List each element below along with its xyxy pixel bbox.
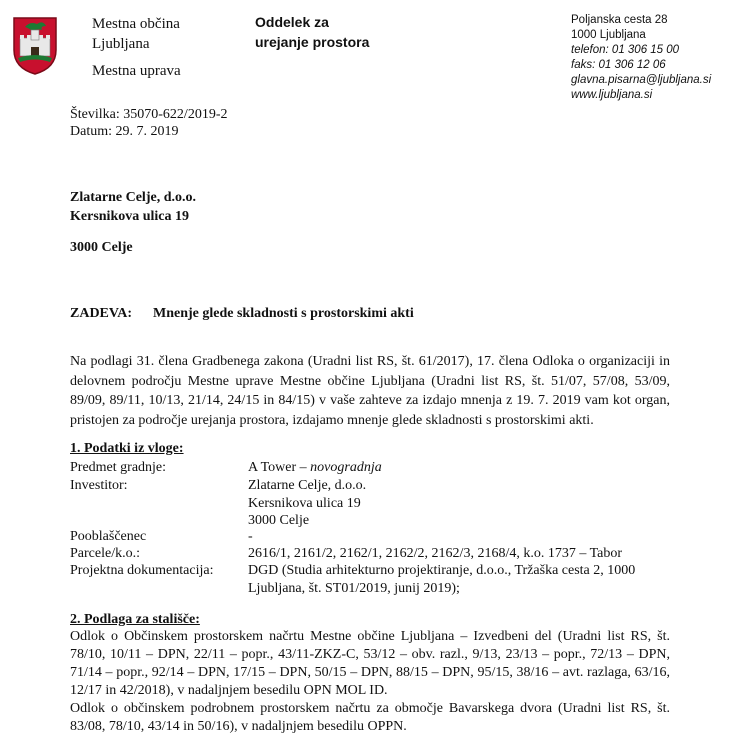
proxy-value: - [248,529,253,544]
proxy-label: Pooblaščenec [70,529,147,544]
subject-of-construction-type: novogradnja [310,460,382,475]
recipient-street: Kersnikova ulica 19 [70,209,190,224]
section1-heading-text: 1. Podatki iz vloge: [70,441,184,456]
contact-phone: telefon: 01 306 15 00 [571,44,680,56]
project-docs-label: Projektna dokumentacija: [70,563,214,578]
section2-heading-text: 2. Podlaga za stališče: [70,612,200,627]
subject-of-construction-main: A Tower – [248,460,311,475]
contact-city: 1000 Ljubljana [571,29,646,41]
section1-heading [70,441,184,457]
recipient-city: 3000 Celje [70,240,133,255]
department-name-line1: Oddelek za [255,14,329,30]
contact-email: glavna.pisarna@ljubljana.si [571,74,712,86]
ljubljana-crest-logo [12,16,58,76]
project-docs-line-1: DGD (Studia arhitekturno projektiranje, d.o.o., Tržaška cesta 2, 1000 [248,563,636,578]
subject-of-construction-label: Predmet gradnje: [70,460,167,475]
contact-web: www.ljubljana.si [571,89,653,101]
subject-text: Mnenje glede skladnosti s prostorskimi akti [153,306,414,321]
investor-label: Investitor: [70,478,128,493]
administration-name: Mestna uprava [92,63,181,79]
recipient-name: Zlatarne Celje, d.o.o. [70,190,196,205]
document-number: Številka: 35070-622/2019-2 [70,107,228,122]
section2-heading [70,612,200,628]
subject-label: ZADEVA: [70,306,132,321]
section2-paragraph-2: Odlok o občinskem podrobnem prostorskem načrtu za območje Bavarskega dvora (Uradni list RS, št. 83/08, 78/10, 43/14 in 50/16), v nadaljnjem besedilu OPPN. [70,701,670,734]
document-date: Datum: 29. 7. 2019 [70,124,179,139]
section2-paragraph-1: Odlok o Občinskem prostorskem načrtu Mestne občine Ljubljana – Izvedbeni del (Uradni list RS, št. 78/10, 10/11 – DPN, 22/11 – popr., 43/11-ZKZ-C, 53/12 – obv. razl., 9/13, 23/13 – popr., 72/13 – DPN, 71/14 – popr., 92/14 – DPN, 17/15 – DPN, 50/15 – DPN, 88/15 – DPN, 95/15, 38/16 – avt. razlaga, 63/16, 12/17 in 42/2018), v nadaljnjem besedilu OPN MOL ID. [70,629,670,698]
municipality-name-line2: Ljubljana [92,36,150,52]
department-name-line2: urejanje prostora [255,34,370,50]
parcels-label: Parcele/k.o.: [70,546,140,561]
contact-fax: faks: 01 306 12 06 [571,59,666,71]
investor-line-1: Zlatarne Celje, d.o.o. [248,478,367,493]
contact-block [571,13,711,103]
municipality-name-line1: Mestna občina [92,16,180,32]
intro-paragraph: Na podlagi 31. člena Gradbenega zakona (Uradni list RS, št. 61/2017), 17. člena Odloka o organizaciji in delovnem področju Mestne uprave Mestne občine Ljubljana (Uradni list RS, št. 51/07, 57/08, 53/09, 89/09, 89/11, 10/13, 21/14, 24/15 in 84/15) v vaše zahteve za izdajo mnenja z 19. 7. 2019 vam kot organ, pristojen za področje urejanja prostora, izdajamo mnenje glede skladnosti s prostorskimi akti. [70,354,670,428]
parcels-value: 2616/1, 2161/2, 2162/1, 2162/2, 2162/3, 2168/4, k.o. 1737 – Tabor [248,546,623,561]
subject-of-construction-value [248,459,382,477]
investor-line-2: Kersnikova ulica 19 [248,496,361,511]
investor-line-3: 3000 Celje [248,513,310,528]
contact-street: Poljanska cesta 28 [571,14,668,26]
project-docs-line-2: Ljubljana, št. ST01/2019, junij 2019); [248,581,460,596]
